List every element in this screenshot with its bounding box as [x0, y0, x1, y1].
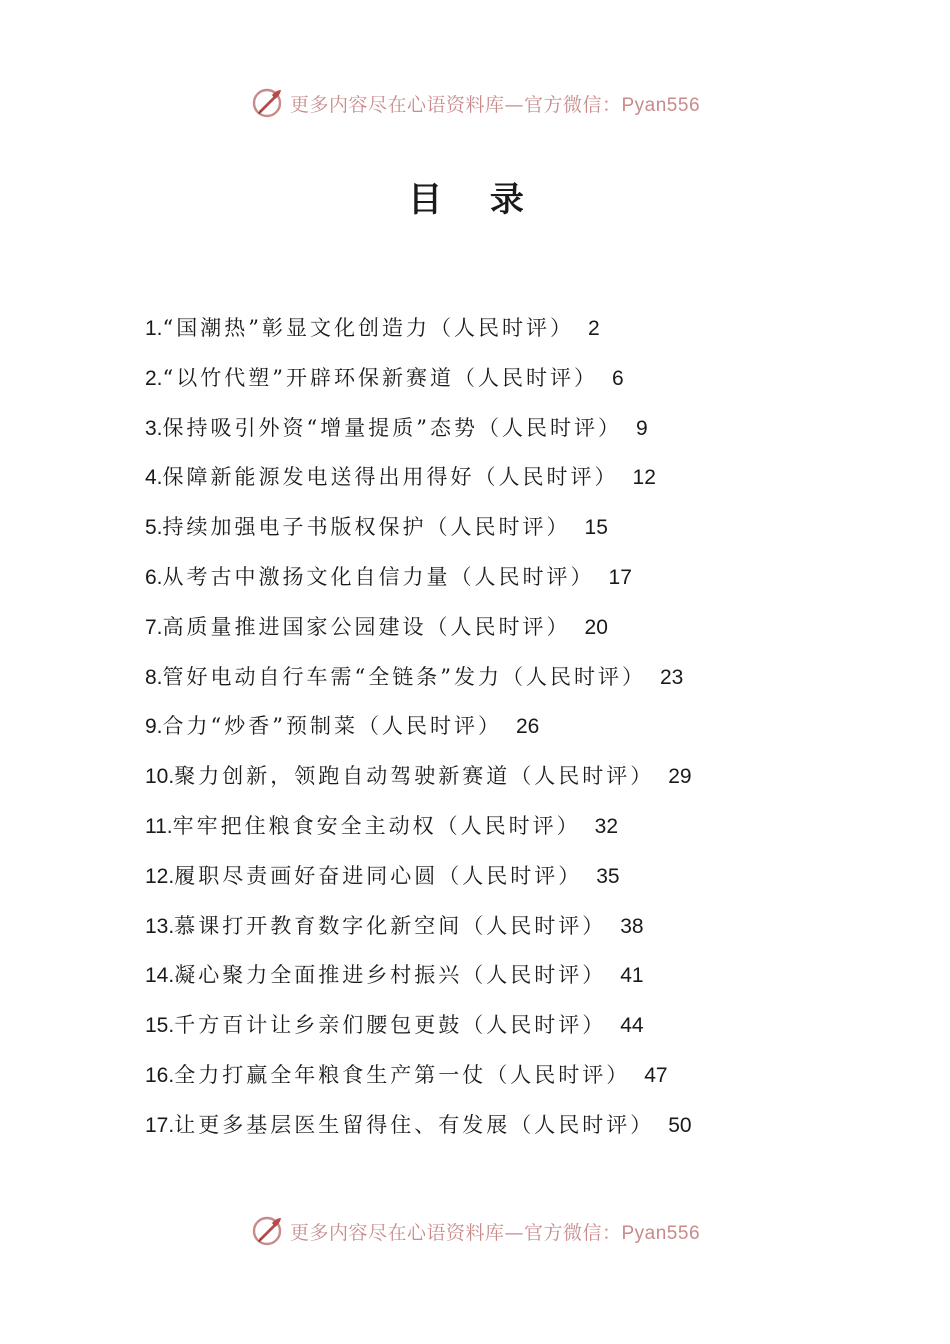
toc-entry-title: 聚力创新，领跑自动驾驶新赛道（人民时评）: [174, 764, 655, 789]
toc-entry-title: “国潮热”彰显文化创造力（人民时评）: [162, 316, 574, 340]
toc-entry[interactable]: [145, 408, 845, 458]
toc-entry-page: 44: [620, 1014, 644, 1038]
toc-entry-number: 3.: [145, 416, 163, 440]
toc-entry-page: 47: [644, 1063, 668, 1087]
toc-entry-page: 9: [636, 416, 648, 440]
toc-entry[interactable]: [145, 806, 845, 856]
toc-entry-title: 千方百计让乡亲们腰包更鼓（人民时评）: [174, 1013, 607, 1038]
toc-entry-title: 让更多基层医生留得住、有发展（人民时评）: [174, 1112, 655, 1137]
toc-entry-page: 26: [516, 715, 540, 739]
toc-entry-page: 38: [620, 914, 644, 938]
toc-entry-number: 1.: [145, 317, 163, 340]
toc-entry[interactable]: [145, 1055, 845, 1105]
toc-entry-title: 慕课打开教育数字化新空间（人民时评）: [174, 913, 607, 938]
toc-entry-page: 17: [608, 565, 632, 589]
toc-entry-number: 6.: [145, 565, 163, 589]
watermark-label: 更多内容尽在心语资料库—官方微信：: [289, 93, 622, 116]
toc-entry-title: 凝心聚力全面推进乡村振兴（人民时评）: [174, 963, 607, 988]
toc-entry[interactable]: [145, 1005, 845, 1055]
toc-entry-number: 16.: [145, 1063, 175, 1087]
watermark-wechat-id: Pyan556: [621, 94, 701, 116]
watermark-wechat-id: Pyan556: [621, 1222, 701, 1244]
toc-entry-number: 4.: [145, 466, 163, 490]
toc-entry[interactable]: [145, 507, 845, 557]
toc-entry-number: 17.: [145, 1113, 175, 1137]
toc-entry[interactable]: [145, 657, 845, 707]
toc-entry-page: 50: [668, 1113, 692, 1137]
toc-entry-page: 12: [632, 466, 656, 490]
toc-entry-number: 13.: [145, 914, 175, 938]
toc-entry-title: 合力“炒香”预制菜（人民时评）: [162, 714, 502, 739]
toc-entry[interactable]: [145, 557, 845, 607]
toc-entry[interactable]: [145, 906, 845, 956]
toc-entry-number: 8.: [145, 665, 163, 689]
toc-entry-title: 履职尽责画好奋进同心圆（人民时评）: [174, 863, 583, 888]
toc-entry[interactable]: [145, 607, 845, 657]
toc-entry-page: 15: [584, 516, 608, 540]
toc-entry[interactable]: [145, 358, 845, 408]
quill-pen-logo-icon: [250, 1214, 284, 1248]
toc-entry-page: 41: [620, 964, 644, 988]
toc-entry[interactable]: [145, 756, 845, 806]
page-title: 目 录: [408, 180, 542, 220]
toc-entry-number: 14.: [145, 964, 175, 988]
toc-entry-number: 12.: [145, 864, 175, 888]
watermark-text: [290, 1218, 700, 1245]
toc-entry-title: 持续加强电子书版权保护（人民时评）: [162, 515, 571, 540]
toc-entry-page: 6: [612, 366, 624, 390]
toc-entry-title: “以竹代塑”开辟环保新赛道（人民时评）: [162, 365, 598, 390]
toc-entry-number: 5.: [145, 516, 163, 540]
quill-pen-logo-icon: [250, 86, 284, 120]
toc-entry-page: 29: [668, 765, 692, 789]
watermark-label: 更多内容尽在心语资料库—官方微信：: [289, 1221, 622, 1244]
header-watermark: [0, 83, 950, 123]
toc-entry-number: 10.: [145, 765, 175, 789]
toc-entry-title: 牢牢把住粮食安全主动权（人民时评）: [172, 813, 581, 838]
toc-entry-number: 2.: [145, 366, 163, 390]
toc-entry[interactable]: [145, 955, 845, 1005]
toc-entry[interactable]: [145, 457, 845, 507]
toc-entry-number: 15.: [145, 1014, 175, 1038]
toc-entry-page: 20: [584, 615, 608, 639]
table-of-contents: [145, 308, 845, 1155]
toc-entry-title: 从考古中激扬文化自信力量（人民时评）: [162, 564, 595, 589]
toc-entry-number: 9.: [145, 715, 163, 739]
toc-entry-number: 11.: [145, 814, 173, 838]
toc-entry-title: 高质量推进国家公园建设（人民时评）: [162, 614, 571, 639]
toc-entry-number: 7.: [145, 615, 163, 639]
toc-entry-title: 保障新能源发电送得出用得好（人民时评）: [162, 465, 619, 490]
watermark-text: [290, 90, 700, 117]
footer-watermark: [0, 1211, 950, 1251]
toc-entry-title: 管好电动自行车需“全链条”发力（人民时评）: [162, 664, 646, 689]
toc-entry[interactable]: [145, 308, 845, 358]
toc-entry-page: 23: [660, 665, 684, 689]
toc-entry-page: 32: [594, 814, 618, 838]
toc-entry[interactable]: [145, 1105, 845, 1155]
toc-entry-page: 2: [588, 317, 600, 340]
toc-entry[interactable]: [145, 706, 845, 756]
toc-entry-title: 保持吸引外资“增量提质”态势（人民时评）: [162, 415, 622, 440]
toc-entry-title: 全力打赢全年粮食生产第一仗（人民时评）: [174, 1062, 631, 1087]
toc-entry-page: 35: [596, 864, 620, 888]
toc-entry[interactable]: [145, 856, 845, 906]
